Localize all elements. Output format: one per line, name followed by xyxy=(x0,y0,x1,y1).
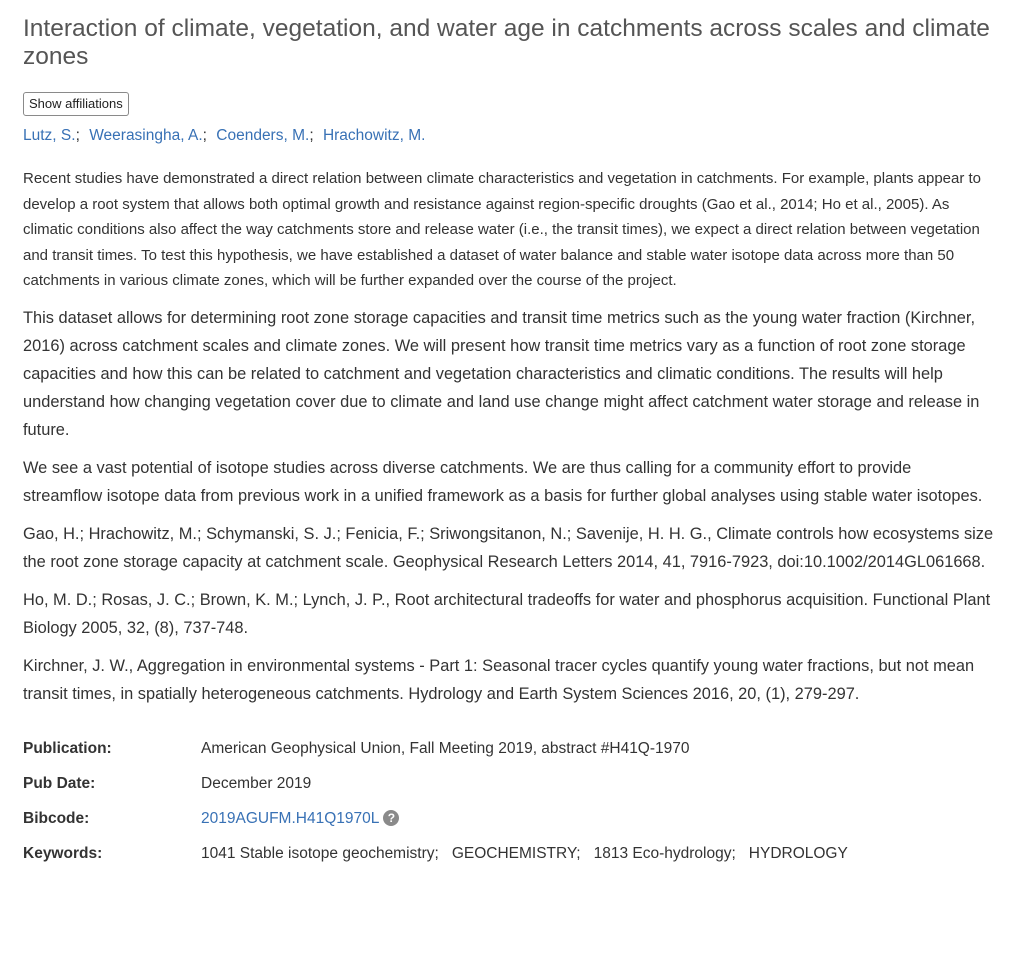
publication-row xyxy=(23,738,995,773)
keywords-row xyxy=(23,843,995,878)
page-title: Interaction of climate, vegetation, and water age in catchments across scales and climate zones xyxy=(23,15,990,70)
publication-label: Publication: xyxy=(23,739,112,757)
keyword-separator: ; xyxy=(731,844,736,862)
abstract-paragraph: This dataset allows for determining root zone storage capacities and transit time metrics such as the young water fraction (Kirchner, 2016) across catchment scales and climate zones. We will present how transit time metrics vary as a function of root zone storage capacities and how this can be related to catchment and vegetation characteristics and climatic conditions. The results will help understand how changing vegetation cover due to climate and land use change might affect catchment water storage and release in future. xyxy=(23,308,980,439)
pubdate-value: December 2019 xyxy=(201,774,312,792)
author-separator: ; xyxy=(309,127,314,144)
keyword-separator: ; xyxy=(434,844,439,862)
bibcode-link[interactable]: 2019AGUFM.H41Q1970L xyxy=(201,809,380,827)
metadata-table xyxy=(23,738,995,878)
reference-paragraph: Kirchner, J. W., Aggregation in environmental systems - Part 1: Seasonal tracer cycles quantify young water fractions, but not mean transit times, in spatially heterogeneous catchments. Hydrology and Earth System Sciences 2016, 20, (1), 279-297. xyxy=(23,656,975,703)
reference-paragraph: Gao, H.; Hrachowitz, M.; Schymanski, S. J.; Fenicia, F.; Sriwongsitanon, N.; Savenije, H. H. G., Climate controls how ecosystems size the root zone storage capacity at catchment scale. Geophysical Research Letters 2014, 41, 7916-7923, doi:10.1002/2014GL061668. xyxy=(23,524,994,571)
abstract-paragraph: Recent studies have demonstrated a direct relation between climate characteristics and vegetation in catchments. For example, plants appear to develop a root system that allows both optimal growth and resistance against region-specific droughts (Gao et al., 2014; Ho et al., 2005). As climatic conditions also affect the way catchments store and release water (i.e., the transit times), we expect a direct relation between vegetation and transit times. To test this hypothesis, we have established a dataset of water balance and stable water isotope data across more than 50 catchments in various climate zones, which will be further expanded over the course of the project. xyxy=(23,170,982,289)
bibcode-label: Bibcode: xyxy=(23,809,90,827)
abstract-paragraph: We see a vast potential of isotope studies across diverse catchments. We are thus calling for a community effort to provide streamflow isotope data from previous work in a unified framework as a basis for further global analyses using stable water isotopes. xyxy=(23,458,983,505)
show-affiliations-button[interactable]: Show affiliations xyxy=(23,92,129,116)
author-link[interactable]: Lutz, S. xyxy=(23,127,76,144)
pubdate-row xyxy=(23,773,995,808)
keyword: 1813 Eco-hydrology xyxy=(593,844,732,862)
keyword: 1041 Stable isotope geochemistry xyxy=(201,844,435,862)
author-link[interactable]: Weerasingha, A. xyxy=(89,127,203,144)
keyword: GEOCHEMISTRY xyxy=(451,844,577,862)
author-separator: ; xyxy=(75,127,80,144)
bibcode-value-container xyxy=(201,808,399,830)
author-list xyxy=(23,126,995,146)
publication-value: American Geophysical Union, Fall Meeting 2019, abstract #H41Q-1970 xyxy=(201,739,690,757)
abstract-page xyxy=(23,0,995,878)
author-link[interactable]: Hrachowitz, M. xyxy=(322,127,426,144)
abstract-body xyxy=(23,166,995,708)
bibcode-row xyxy=(23,808,995,843)
keyword: HYDROLOGY xyxy=(748,844,848,862)
keyword-separator: ; xyxy=(576,844,581,862)
keywords-value xyxy=(201,843,848,865)
pubdate-label: Pub Date: xyxy=(23,774,96,792)
keywords-label: Keywords: xyxy=(23,844,103,862)
author-separator: ; xyxy=(202,127,207,144)
author-link[interactable]: Coenders, M. xyxy=(216,127,310,144)
reference-paragraph: Ho, M. D.; Rosas, J. C.; Brown, K. M.; Lynch, J. P., Root architectural tradeoffs for water and phosphorus acquisition. Functional Plant Biology 2005, 32, (8), 737-748. xyxy=(23,590,991,637)
help-icon[interactable]: ? xyxy=(383,810,399,826)
